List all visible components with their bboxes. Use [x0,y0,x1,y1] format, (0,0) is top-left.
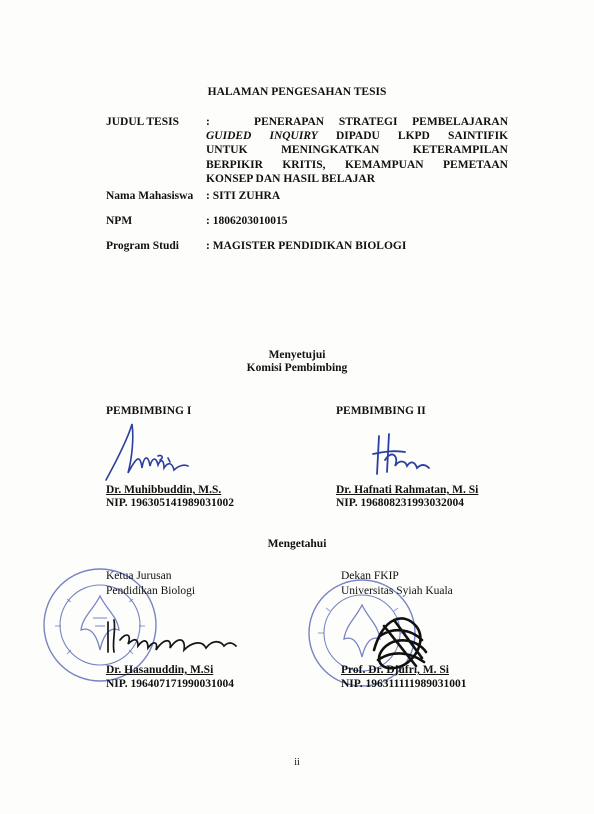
judul-line-3: UNTUK MENINGKATKAN KETERAMPILAN [206,144,508,157]
page-number: ii [294,757,300,768]
nama-label: Nama Mahasiswa [106,190,194,202]
nama-value: : SITI ZUHRA [206,190,281,202]
dekan-role-2: Universitas Syiah Kuala [341,585,453,597]
ketua-role-2: Pendidikan Biologi [106,585,196,597]
pembimbing1-heading: PEMBIMBING I [106,405,192,417]
judul-line-2: GUIDED INQUIRY DIPADU LKPD SAINTIFIK [206,130,509,143]
ketua-nip: NIP. 196407171990031004 [106,678,234,690]
dekan-nip: NIP. 196311111989031001 [341,678,467,690]
dekan-role-1: Dekan FKIP [341,570,399,582]
npm-label: NPM [106,215,133,227]
judul-label: JUDUL TESIS [106,116,179,128]
approval-line-2: Komisi Pembimbing [246,362,348,374]
signature-pembimbing1 [98,418,208,486]
ketua-name: Dr. Hasanuddin, M.Si [106,664,214,676]
judul-line-4: BERPIKIR KRITIS, KEMAMPUAN PEMETAAN [206,158,508,171]
judul-value [206,115,508,186]
pembimbing2-name: Dr. Hafnati Rahmatan, M. Si [336,484,479,496]
prodi-label: Program Studi [106,240,179,252]
signature-pembimbing2 [365,430,435,480]
pembimbing2-heading: PEMBIMBING II [336,405,426,417]
mengetahui: Mengetahui [267,538,327,550]
signature-ketua-jurusan [98,612,248,660]
prodi-value: : MAGISTER PENDIDIKAN BIOLOGI [206,240,407,252]
dekan-name: Prof. Dr. Djufri, M. Si [341,664,449,676]
judul-line-1: : PENERAPAN STRATEGI PEMBELAJARAN [206,116,508,128]
page-title: HALAMAN PENGESAHAN TESIS [207,86,387,98]
pembimbing1-name: Dr. Muhibbuddin, M.S. [106,484,222,496]
pembimbing1-nip: NIP. 196305141989031002 [106,497,234,509]
approval-line-1: Menyetujui [268,349,326,361]
pembimbing2-nip: NIP. 196808231993032004 [336,497,464,509]
judul-line-5: KONSEP DAN HASIL BELAJAR [206,172,376,185]
npm-value: : 1806203010015 [206,215,288,227]
ketua-role-1: Ketua Jurusan [106,570,172,582]
